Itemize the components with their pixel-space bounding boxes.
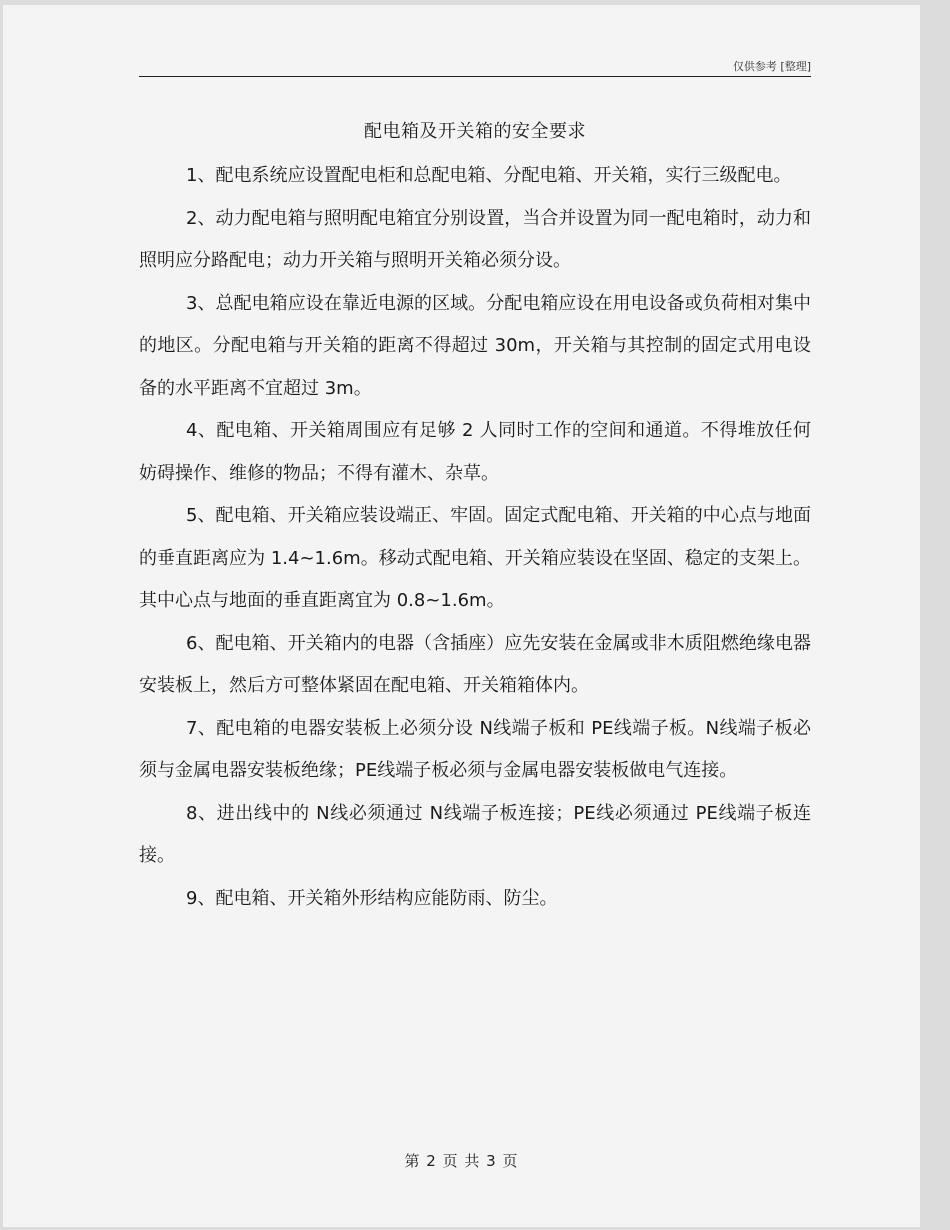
page-number-footer: 第 2 页 共 3 页 [404, 1152, 519, 1170]
paragraph-5: 5、配电箱、开关箱应装设端正、牢固。固定式配电箱、开关箱的中心点与地面的垂直距离应为 1.4~1.6m。移动式配电箱、开关箱应装设在坚固、稳定的支架上。其中心点与地面的垂直距离宜为 0.8~1.6m。 [139, 505, 811, 611]
document-body [139, 155, 811, 920]
paragraph-4: 4、配电箱、开关箱周围应有足够 2 人同时工作的空间和通道。不得堆放任何妨碍操作、维修的物品；不得有灌木、杂草。 [139, 420, 811, 484]
paragraph-1: 1、配电系统应设置配电柜和总配电箱、分配电箱、开关箱，实行三级配电。 [186, 165, 792, 186]
document-page [3, 5, 920, 1227]
paragraph-7: 7、配电箱的电器安装板上必须分设 N线端子板和 PE线端子板。N线端子板必须与金属电器安装板绝缘；PE线端子板必须与金属电器安装板做电气连接。 [139, 717, 811, 781]
paragraph-6: 6、配电箱、开关箱内的电器（含插座）应先安装在金属或非木质阻燃绝缘电器安装板上，然后方可整体紧固在配电箱、开关箱箱体内。 [139, 632, 811, 696]
paragraph-2: 2、动力配电箱与照明配电箱宜分别设置，当合并设置为同一配电箱时，动力和照明应分路配电；动力开关箱与照明开关箱必须分设。 [139, 207, 811, 271]
header-note: 仅供参考 [整理] [732, 60, 811, 73]
paragraph-3: 3、总配电箱应设在靠近电源的区域。分配电箱应设在用电设备或负荷相对集中的地区。分配电箱与开关箱的距离不得超过 30m，开关箱与其控制的固定式用电设备的水平距离不宜超过 3m。 [139, 292, 811, 399]
paragraph-8: 8、进出线中的 N线必须通过 N线端子板连接；PE线必须通过 PE线端子板连接。 [139, 802, 811, 866]
document-title: 配电箱及开关箱的安全要求 [364, 121, 586, 142]
page-header [139, 55, 811, 77]
paragraph-9: 9、配电箱、开关箱外形结构应能防雨、防尘。 [186, 887, 558, 909]
